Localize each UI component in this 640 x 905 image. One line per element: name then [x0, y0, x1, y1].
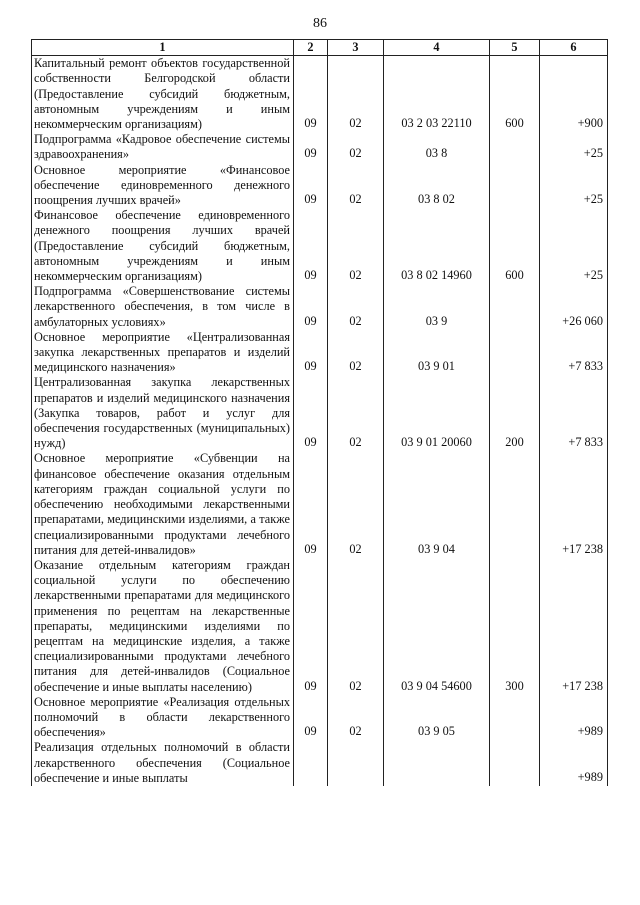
- row-amount: +25: [540, 208, 608, 284]
- row-expense-type: 600: [490, 208, 540, 284]
- row-section: 09: [294, 330, 328, 376]
- row-name: Основное мероприятие «Реализация отдельных полномочий в области лекарственного обеспечения»: [32, 695, 294, 741]
- col-header-4: 4: [384, 40, 490, 56]
- row-subsection: 02: [328, 695, 384, 741]
- table-row: [32, 695, 608, 741]
- row-name: Реализация отдельных полномочий в области лекарственного обеспечения (Социальное обеспечение и иные выплаты: [32, 740, 294, 786]
- table-row: [32, 451, 608, 557]
- row-name: Капитальный ремонт объектов государственной собственности Белгородской области (Предоставление субсидий бюджетным, автономным учреждениям и иным некоммерческим организациям): [32, 56, 294, 133]
- row-amount: +17 238: [540, 558, 608, 695]
- row-section: 09: [294, 375, 328, 451]
- page-number: 86: [313, 16, 327, 31]
- row-target-code: 03 8 02: [384, 163, 490, 209]
- row-name: Централизованная закупка лекарственных препаратов и изделий медицинского назначения (Закупка товаров, работ и услуг для обеспечения государственных (муниципальных) нужд): [32, 375, 294, 451]
- row-name: Подпрограмма «Кадровое обеспечение системы здравоохранения»: [32, 132, 294, 162]
- row-target-code: 03 9 04 54600: [384, 558, 490, 695]
- table-row: [32, 208, 608, 284]
- row-target-code: 03 9 04: [384, 451, 490, 557]
- row-name: Основное мероприятие «Централизованная закупка лекарственных препаратов и изделий медицинского назначения»: [32, 330, 294, 376]
- row-section: 09: [294, 451, 328, 557]
- table-row: [32, 330, 608, 376]
- row-subsection: [328, 740, 384, 786]
- row-name: Основное мероприятие «Субвенции на финансовое обеспечение оказания отдельным категориям граждан социальной услуги по обеспечению необходимыми лекарственными препаратами, медицинскими изделиями, а также специализированными продуктами лечебного питания для детей-инвалидов»: [32, 451, 294, 557]
- row-section: 09: [294, 284, 328, 330]
- row-expense-type: 300: [490, 558, 540, 695]
- col-header-3: 3: [328, 40, 384, 56]
- row-expense-type: [490, 163, 540, 209]
- row-amount: +25: [540, 132, 608, 162]
- row-amount: +989: [540, 740, 608, 786]
- row-subsection: 02: [328, 208, 384, 284]
- row-subsection: 02: [328, 284, 384, 330]
- budget-table: [31, 39, 608, 786]
- row-target-code: [384, 740, 490, 786]
- row-target-code: 03 9: [384, 284, 490, 330]
- row-subsection: 02: [328, 558, 384, 695]
- row-expense-type: 600: [490, 56, 540, 133]
- table-row: [32, 375, 608, 451]
- row-amount: +900: [540, 56, 608, 133]
- row-amount: +25: [540, 163, 608, 209]
- row-target-code: 03 9 01: [384, 330, 490, 376]
- row-target-code: 03 2 03 22110: [384, 56, 490, 133]
- row-subsection: 02: [328, 56, 384, 133]
- row-target-code: 03 8 02 14960: [384, 208, 490, 284]
- col-header-1: 1: [32, 40, 294, 56]
- table-row: [32, 284, 608, 330]
- row-subsection: 02: [328, 375, 384, 451]
- row-section: 09: [294, 56, 328, 133]
- table-row: [32, 740, 608, 786]
- header-row: [32, 40, 608, 56]
- row-expense-type: [490, 284, 540, 330]
- table-row: [32, 163, 608, 209]
- row-section: 09: [294, 163, 328, 209]
- row-name: Подпрограмма «Совершенствование системы лекарственного обеспечения, в том числе в амбулаторных условиях»: [32, 284, 294, 330]
- row-name: Оказание отдельным категориям граждан социальной услуги по обеспечению лекарственными препаратами для медицинского применения по рецептам на лекарственные препараты, медицинскими изделиями по рецептам на медицинские изделия, а также специализированными продуктами лечебного питания для детей-инвалидов (Социальное обеспечение и иные выплаты населению): [32, 558, 294, 695]
- col-header-6: 6: [540, 40, 608, 56]
- col-header-2: 2: [294, 40, 328, 56]
- row-name: Основное мероприятие «Финансовое обеспечение единовременного денежного поощрения лучших врачей»: [32, 163, 294, 209]
- col-header-5: 5: [490, 40, 540, 56]
- row-expense-type: [490, 740, 540, 786]
- row-section: 09: [294, 208, 328, 284]
- table-row: [32, 56, 608, 133]
- row-amount: +7 833: [540, 375, 608, 451]
- row-target-code: 03 9 05: [384, 695, 490, 741]
- row-section: 09: [294, 558, 328, 695]
- row-name: Финансовое обеспечение единовременного денежного поощрения лучших врачей (Предоставление субсидий бюджетным, автономным учреждениям и иным некоммерческим организациям): [32, 208, 294, 284]
- row-target-code: 03 8: [384, 132, 490, 162]
- row-subsection: 02: [328, 451, 384, 557]
- row-expense-type: [490, 330, 540, 376]
- row-amount: +989: [540, 695, 608, 741]
- row-subsection: 02: [328, 330, 384, 376]
- row-expense-type: [490, 132, 540, 162]
- row-section: 09: [294, 132, 328, 162]
- row-amount: +26 060: [540, 284, 608, 330]
- row-amount: +17 238: [540, 451, 608, 557]
- row-expense-type: 200: [490, 375, 540, 451]
- table-row: [32, 558, 608, 695]
- row-expense-type: [490, 451, 540, 557]
- row-amount: +7 833: [540, 330, 608, 376]
- row-section: 09: [294, 695, 328, 741]
- row-subsection: 02: [328, 163, 384, 209]
- table-row: [32, 132, 608, 162]
- row-target-code: 03 9 01 20060: [384, 375, 490, 451]
- row-section: [294, 740, 328, 786]
- row-subsection: 02: [328, 132, 384, 162]
- row-expense-type: [490, 695, 540, 741]
